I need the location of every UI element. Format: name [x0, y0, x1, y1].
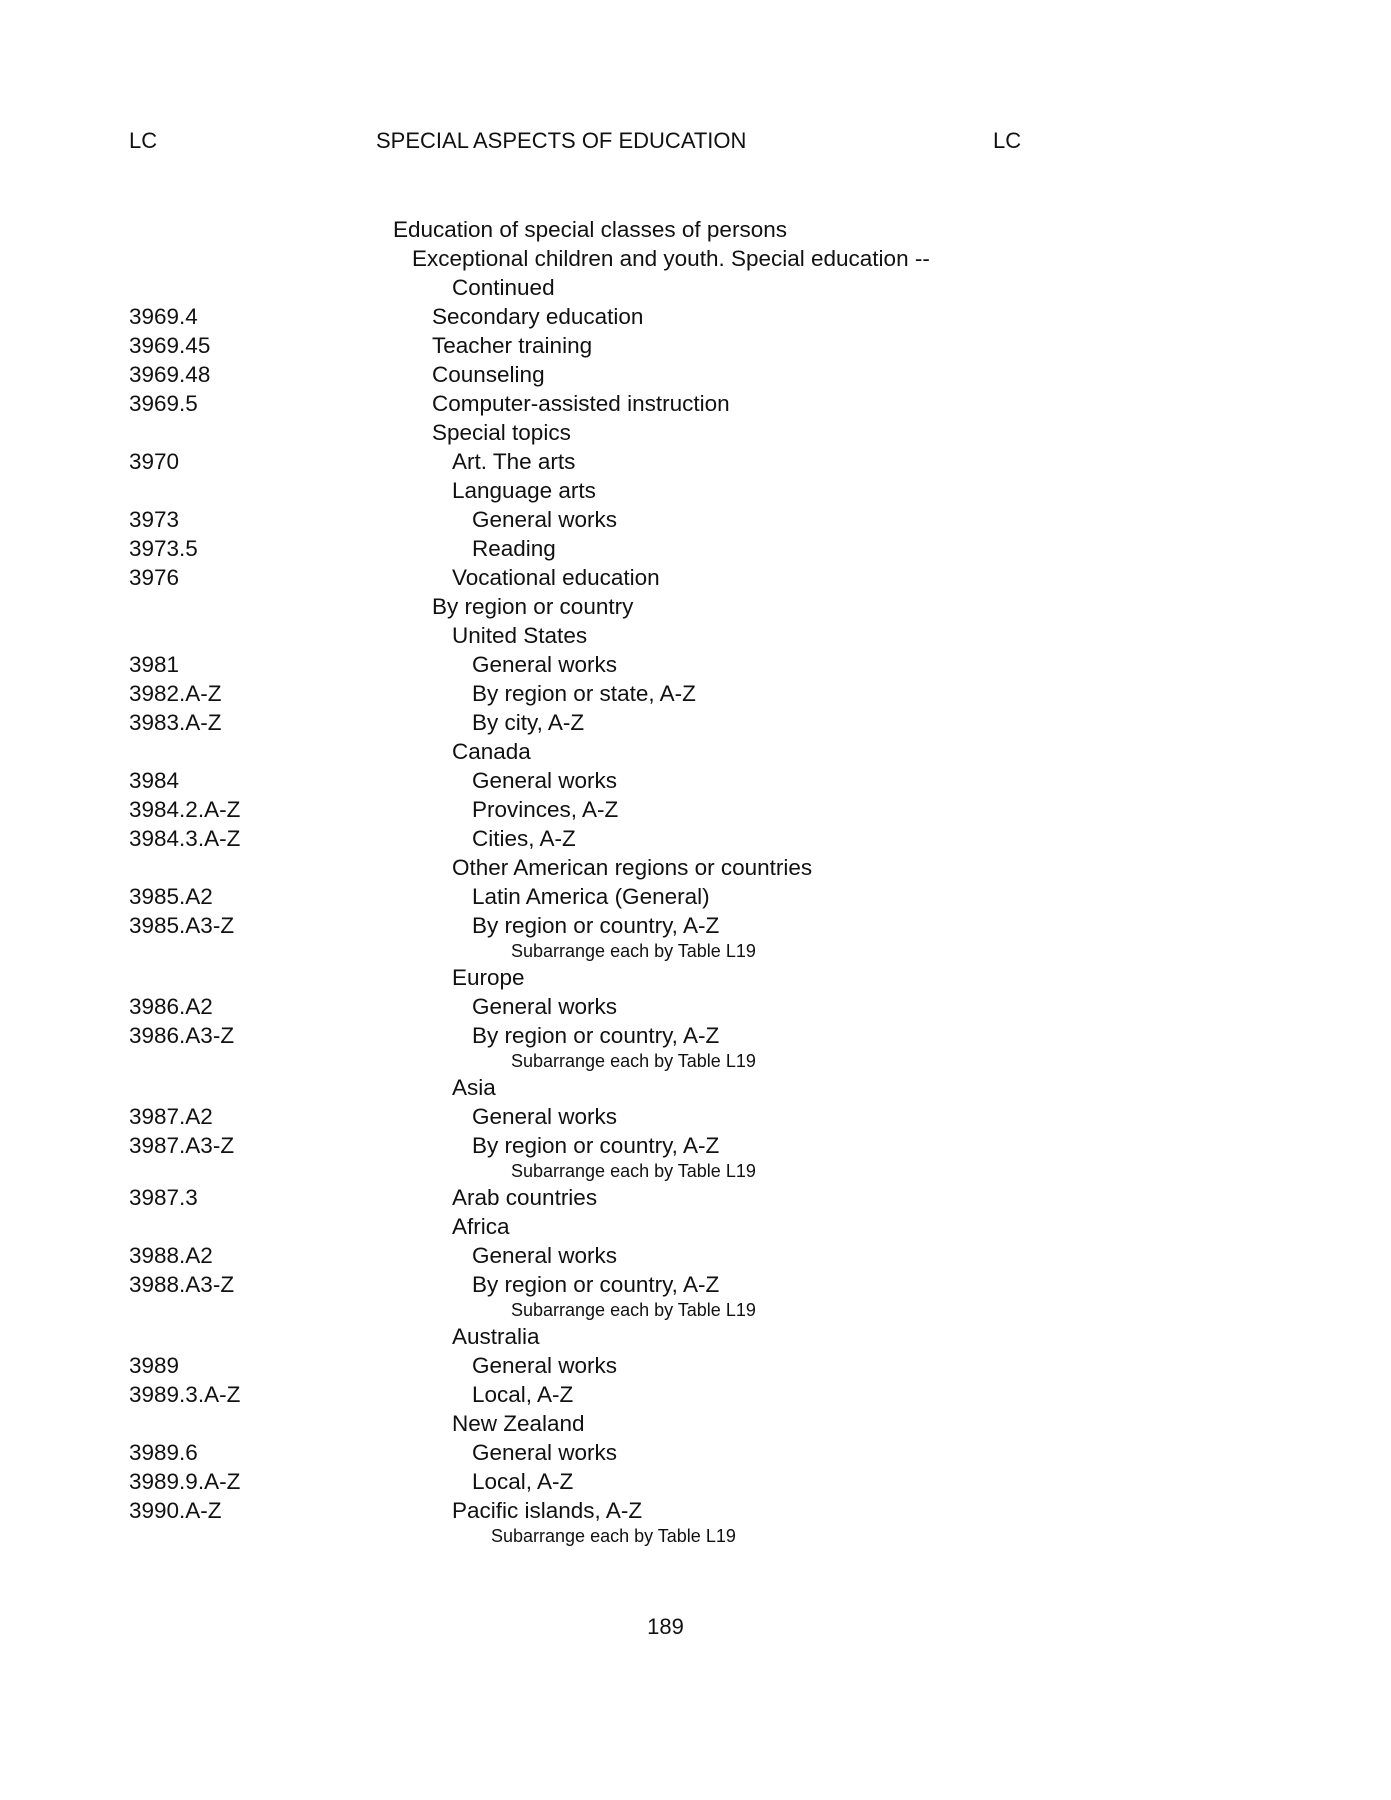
entry-caption: Art. The arts: [452, 449, 576, 474]
entry-caption: By region or country: [432, 594, 634, 619]
class-number: 3969.5: [129, 391, 198, 416]
schedule-row: [0, 273, 1391, 302]
entry-caption: Computer-assisted instruction: [432, 391, 730, 416]
entry-caption: Europe: [452, 965, 525, 990]
schedule-row: [0, 244, 1391, 273]
entry-caption: By region or country, A-Z: [472, 1272, 720, 1297]
entry-caption: Secondary education: [432, 304, 644, 329]
class-number: 3985.A3-Z: [129, 913, 235, 938]
entry-caption: New Zealand: [452, 1411, 585, 1436]
subarrange-note: Subarrange each by Table L19: [511, 1051, 756, 1071]
class-number: 3986.A2: [129, 994, 213, 1019]
schedule-row: [0, 911, 1391, 940]
entry-caption: By region or country, A-Z: [472, 913, 720, 938]
class-number: 3984.3.A-Z: [129, 826, 241, 851]
entry-caption: General works: [472, 1353, 618, 1378]
schedule-row: [0, 1351, 1391, 1380]
class-number: 3989.6: [129, 1440, 198, 1465]
entry-caption: Arab countries: [452, 1185, 598, 1210]
schedule-row: [0, 418, 1391, 447]
running-header-left: LC: [129, 128, 158, 153]
class-number: 3973.5: [129, 536, 198, 561]
class-number: 3973: [129, 507, 180, 532]
schedule-row: [0, 708, 1391, 737]
entry-caption: Teacher training: [432, 333, 593, 358]
schedule-note-row: [0, 1160, 1391, 1183]
entry-caption: United States: [452, 623, 588, 648]
class-number: 3969.45: [129, 333, 211, 358]
entry-caption: Provinces, A-Z: [472, 797, 619, 822]
schedule-row: [0, 650, 1391, 679]
entry-caption: Local, A-Z: [472, 1469, 574, 1494]
entry-caption: Pacific islands, A-Z: [452, 1498, 643, 1523]
class-number: 3983.A-Z: [129, 710, 222, 735]
schedule-row: [0, 1409, 1391, 1438]
running-header-title: SPECIAL ASPECTS OF EDUCATION: [376, 128, 747, 153]
class-number: 3989.3.A-Z: [129, 1382, 241, 1407]
schedule-row: [0, 621, 1391, 650]
subarrange-note: Subarrange each by Table L19: [511, 1300, 756, 1320]
entry-caption: Canada: [452, 739, 531, 764]
entry-caption: Vocational education: [452, 565, 660, 590]
entry-caption: Latin America (General): [472, 884, 710, 909]
entry-caption: By region or state, A-Z: [472, 681, 696, 706]
schedule-row: [0, 1467, 1391, 1496]
class-number: 3969.4: [129, 304, 198, 329]
schedule-row: [0, 505, 1391, 534]
entry-caption: General works: [472, 768, 618, 793]
entry-caption: Reading: [472, 536, 556, 561]
class-number: 3969.48: [129, 362, 211, 387]
class-number: 3984: [129, 768, 180, 793]
schedule-row: [0, 1496, 1391, 1525]
class-number: 3990.A-Z: [129, 1498, 222, 1523]
class-number: 3976: [129, 565, 180, 590]
class-number: 3987.A3-Z: [129, 1133, 235, 1158]
schedule-row: [0, 737, 1391, 766]
entry-caption: Asia: [452, 1075, 496, 1100]
subarrange-note: Subarrange each by Table L19: [511, 1161, 756, 1181]
entry-caption: Africa: [452, 1214, 510, 1239]
schedule-row: [0, 1021, 1391, 1050]
schedule-row: [0, 592, 1391, 621]
schedule-note-row: [0, 940, 1391, 963]
entry-caption: By region or country, A-Z: [472, 1023, 720, 1048]
entry-caption: Exceptional children and youth. Special education --: [412, 246, 930, 271]
schedule-row: [0, 963, 1391, 992]
schedule-row: [0, 389, 1391, 418]
class-number: 3986.A3-Z: [129, 1023, 235, 1048]
schedule-row: [0, 1212, 1391, 1241]
schedule-row: [0, 476, 1391, 505]
page-footer: [0, 1614, 1391, 1640]
schedule-row: [0, 824, 1391, 853]
entry-caption: General works: [472, 994, 618, 1019]
schedule-row: [0, 1102, 1391, 1131]
schedule-row: [0, 679, 1391, 708]
schedule-note-row: [0, 1525, 1391, 1548]
schedule-row: [0, 992, 1391, 1021]
schedule-row: [0, 447, 1391, 476]
schedule-row: [0, 1438, 1391, 1467]
schedule-row: [0, 1131, 1391, 1160]
schedule-note-row: [0, 1299, 1391, 1322]
entry-caption: General works: [472, 652, 618, 677]
entry-caption: General works: [472, 1440, 618, 1465]
entry-caption: Special topics: [432, 420, 571, 445]
schedule-row: [0, 331, 1391, 360]
schedule-row: [0, 1270, 1391, 1299]
schedule-row: [0, 1073, 1391, 1102]
schedule-note-row: [0, 1050, 1391, 1073]
schedule-row: [0, 853, 1391, 882]
class-number: 3987.A2: [129, 1104, 213, 1129]
entry-caption: Language arts: [452, 478, 596, 503]
entry-caption: Other American regions or countries: [452, 855, 813, 880]
entry-caption: General works: [472, 507, 618, 532]
entry-caption: Local, A-Z: [472, 1382, 574, 1407]
entry-caption: Education of special classes of persons: [393, 217, 787, 242]
schedule-row: [0, 1322, 1391, 1351]
running-header-right: LC: [993, 128, 1022, 153]
class-number: 3970: [129, 449, 180, 474]
schedule-row: [0, 1183, 1391, 1212]
classification-schedule: [0, 215, 1391, 1548]
entry-caption: Counseling: [432, 362, 545, 387]
entry-caption: General works: [472, 1243, 618, 1268]
class-number: 3987.3: [129, 1185, 198, 1210]
schedule-row: [0, 1241, 1391, 1270]
schedule-row: [0, 795, 1391, 824]
schedule-row: [0, 215, 1391, 244]
class-number: 3982.A-Z: [129, 681, 222, 706]
schedule-row: [0, 302, 1391, 331]
class-number: 3988.A3-Z: [129, 1272, 235, 1297]
class-number: 3989: [129, 1353, 180, 1378]
page-number: 189: [647, 1614, 684, 1639]
schedule-row: [0, 534, 1391, 563]
class-number: 3984.2.A-Z: [129, 797, 241, 822]
entry-caption: Cities, A-Z: [472, 826, 576, 851]
schedule-row: [0, 563, 1391, 592]
schedule-row: [0, 1380, 1391, 1409]
entry-caption: By city, A-Z: [472, 710, 585, 735]
schedule-row: [0, 360, 1391, 389]
class-number: 3989.9.A-Z: [129, 1469, 241, 1494]
schedule-row: [0, 882, 1391, 911]
schedule-row: [0, 766, 1391, 795]
subarrange-note: Subarrange each by Table L19: [491, 1526, 736, 1546]
class-number: 3981: [129, 652, 180, 677]
subarrange-note: Subarrange each by Table L19: [511, 941, 756, 961]
class-number: 3988.A2: [129, 1243, 213, 1268]
entry-caption: By region or country, A-Z: [472, 1133, 720, 1158]
entry-caption: Australia: [452, 1324, 540, 1349]
entry-caption: Continued: [452, 275, 555, 300]
entry-caption: General works: [472, 1104, 618, 1129]
class-number: 3985.A2: [129, 884, 213, 909]
